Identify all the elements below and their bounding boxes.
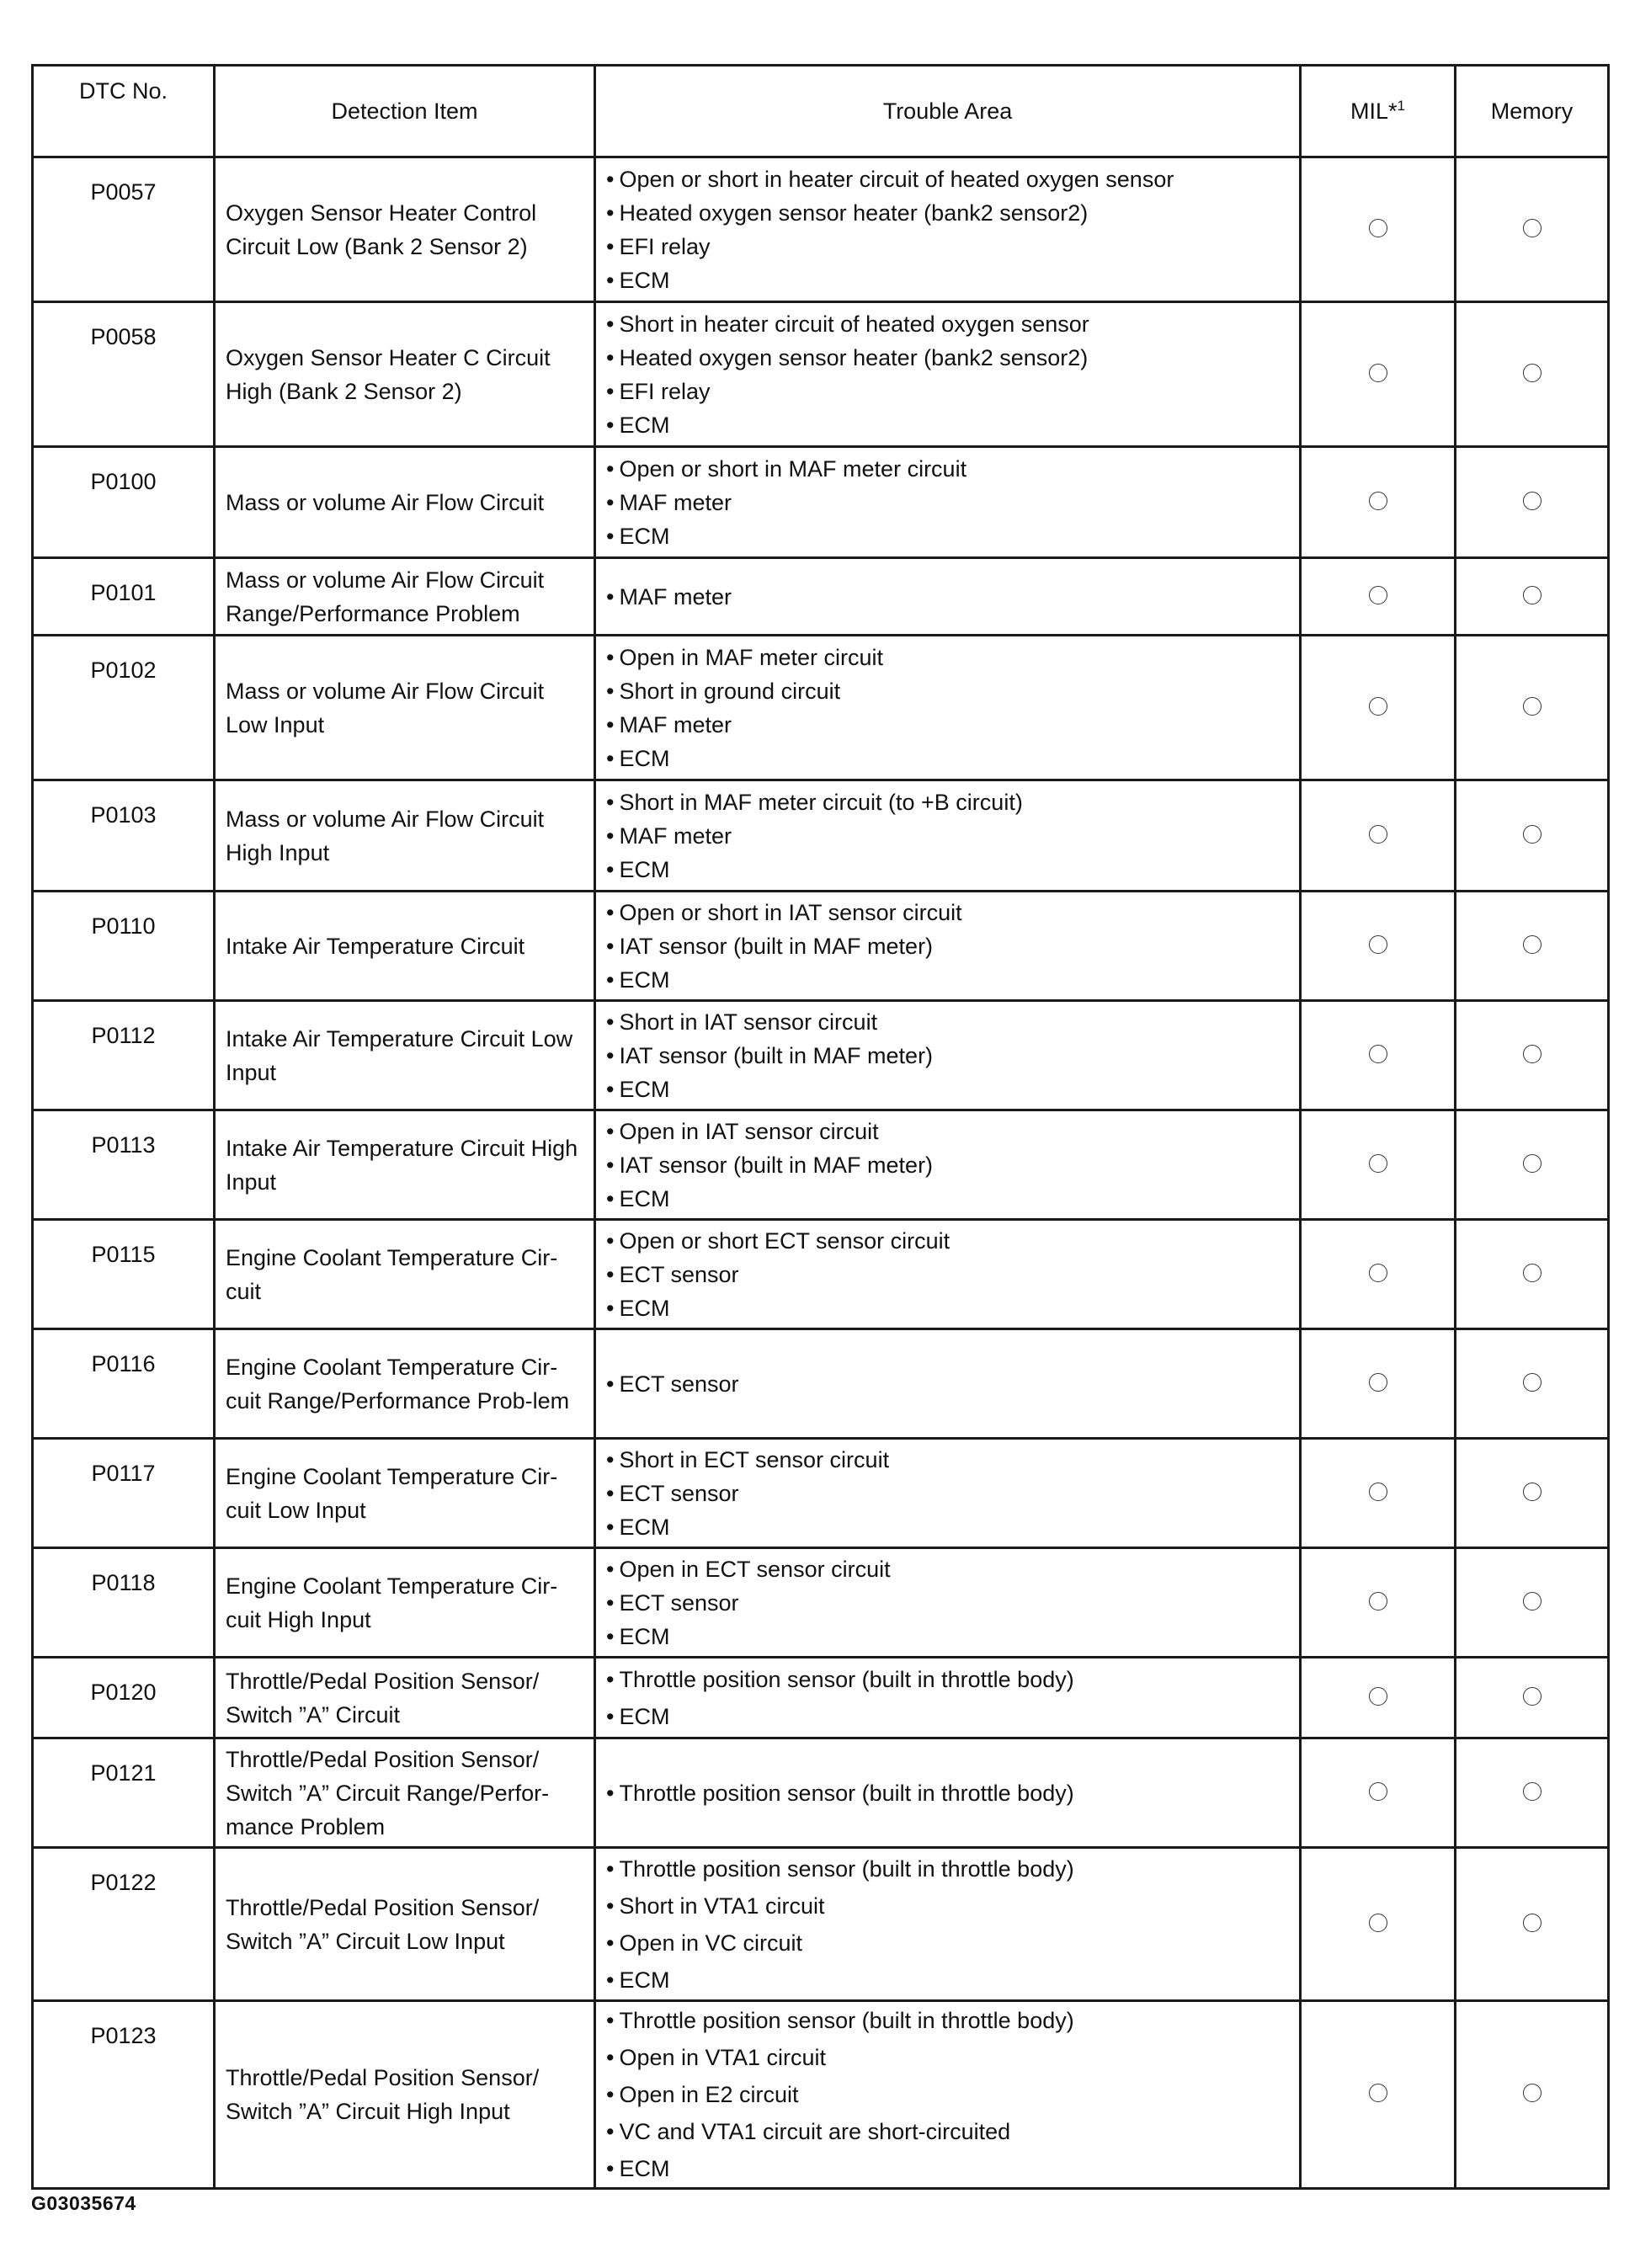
detection-item: Intake Air Temperature Circuit [215, 892, 595, 1001]
trouble-item: • ECM [606, 1182, 1292, 1216]
memory-cell [1456, 1738, 1609, 1848]
trouble-item: • MAF meter [606, 708, 1292, 742]
table-row [33, 302, 1609, 447]
memory-cell [1456, 2001, 1609, 2189]
trouble-area [595, 447, 1301, 558]
trouble-item: • ECT sensor [606, 1477, 1292, 1510]
trouble-item: • ECM [606, 1073, 1292, 1106]
trouble-item: • ECT sensor [606, 1258, 1292, 1291]
dtc-code: P0118 [33, 1548, 215, 1658]
memory-cell [1456, 558, 1609, 636]
memory-circle-icon [1523, 586, 1541, 604]
mil-cell [1301, 2001, 1456, 2189]
trouble-list [606, 307, 1292, 442]
mil-circle-icon [1369, 219, 1387, 237]
table-body [33, 157, 1609, 2189]
header-dtc-no: DTC No. [33, 66, 215, 157]
trouble-area [595, 1439, 1301, 1548]
mil-circle-icon [1369, 1373, 1387, 1392]
memory-cell [1456, 636, 1609, 780]
trouble-item: • Open or short in MAF meter circuit [606, 452, 1292, 486]
trouble-item: • ECM [606, 1291, 1292, 1325]
dtc-code: P0058 [33, 302, 215, 447]
table-row [33, 1658, 1609, 1738]
table-row [33, 1329, 1609, 1439]
memory-cell [1456, 1439, 1609, 1548]
mil-circle-icon [1369, 364, 1387, 382]
trouble-item: • Open or short in heater circuit of heated oxygen sensor [606, 162, 1292, 196]
trouble-area [595, 1110, 1301, 1220]
trouble-area [595, 1548, 1301, 1658]
mil-cell [1301, 1329, 1456, 1439]
detection-item: Intake Air Temperature Circuit Low Input [215, 1001, 595, 1110]
table-row [33, 1738, 1609, 1848]
trouble-area [595, 1329, 1301, 1439]
memory-circle-icon [1523, 697, 1541, 716]
mil-circle-icon [1369, 1045, 1387, 1063]
trouble-item: • EFI relay [606, 375, 1292, 408]
trouble-area [595, 780, 1301, 892]
trouble-item: • Short in MAF meter circuit (to +B circuit) [606, 785, 1292, 819]
trouble-item: • IAT sensor (built in MAF meter) [606, 1039, 1292, 1073]
mil-circle-icon [1369, 492, 1387, 510]
memory-cell [1456, 1548, 1609, 1658]
table-row [33, 780, 1609, 892]
dtc-code: P0123 [33, 2001, 215, 2189]
table-row [33, 157, 1609, 302]
trouble-area [595, 1738, 1301, 1848]
table-row [33, 1439, 1609, 1548]
mil-circle-icon [1369, 1687, 1387, 1706]
mil-circle-icon [1369, 825, 1387, 844]
trouble-item: • Open or short in IAT sensor circuit [606, 896, 1292, 929]
dtc-code: P0057 [33, 157, 215, 302]
trouble-item: • ECM [606, 742, 1292, 775]
trouble-item: • Open in IAT sensor circuit [606, 1115, 1292, 1148]
trouble-area [595, 302, 1301, 447]
trouble-item: • MAF meter [606, 819, 1292, 853]
mil-circle-icon [1369, 1592, 1387, 1610]
dtc-code: P0112 [33, 1001, 215, 1110]
dtc-table [31, 64, 1610, 2190]
detection-item: Throttle/Pedal Position Sensor/ Switch ”A” Circuit High Input [215, 2001, 595, 2189]
mil-cell [1301, 558, 1456, 636]
mil-circle-icon [1369, 697, 1387, 716]
trouble-area [595, 1001, 1301, 1110]
trouble-list [606, 1552, 1292, 1653]
trouble-item: • Throttle position sensor (built in throttle body) [606, 1775, 1292, 1812]
trouble-area [595, 1220, 1301, 1329]
mil-circle-icon [1369, 2084, 1387, 2102]
memory-cell [1456, 302, 1609, 447]
table-row [33, 636, 1609, 780]
detection-item: Mass or volume Air Flow Circuit [215, 447, 595, 558]
trouble-item: • IAT sensor (built in MAF meter) [606, 929, 1292, 963]
detection-item: Engine Coolant Temperature Cir-cuit Range/Performance Prob-lem [215, 1329, 595, 1439]
table-header-row [33, 66, 1609, 157]
figure-code: G03035674 [31, 2192, 136, 2214]
trouble-item: • ECM [606, 1962, 1292, 1999]
mil-cell [1301, 1548, 1456, 1658]
trouble-item: • ECM [606, 963, 1292, 997]
table-row [33, 1001, 1609, 1110]
trouble-item: • Open in MAF meter circuit [606, 641, 1292, 674]
mil-cell [1301, 1110, 1456, 1220]
memory-circle-icon [1523, 1373, 1541, 1392]
trouble-item: • MAF meter [606, 580, 1292, 614]
trouble-item: • Heated oxygen sensor heater (bank2 sensor2) [606, 196, 1292, 230]
detection-item: Throttle/Pedal Position Sensor/ Switch ”A” Circuit Range/Perfor-mance Problem [215, 1738, 595, 1848]
trouble-area [595, 2001, 1301, 2189]
trouble-list [606, 785, 1292, 886]
detection-item: Engine Coolant Temperature Cir-cuit Low Input [215, 1439, 595, 1548]
memory-circle-icon [1523, 1687, 1541, 1706]
mil-cell [1301, 780, 1456, 892]
trouble-item: • ECM [606, 1698, 1292, 1735]
trouble-list [606, 162, 1292, 297]
mil-cell [1301, 1738, 1456, 1848]
trouble-item: • Short in ECT sensor circuit [606, 1443, 1292, 1477]
trouble-item: • Open in VC circuit [606, 1925, 1292, 1962]
trouble-item: • ECM [606, 519, 1292, 553]
trouble-item: • VC and VTA1 circuit are short-circuited [606, 2113, 1292, 2150]
trouble-item: • Short in ground circuit [606, 674, 1292, 708]
detection-item: Oxygen Sensor Heater Control Circuit Low (Bank 2 Sensor 2) [215, 157, 595, 302]
dtc-code: P0102 [33, 636, 215, 780]
trouble-item: • Short in IAT sensor circuit [606, 1005, 1292, 1039]
table-row [33, 558, 1609, 636]
trouble-list [606, 896, 1292, 997]
mil-cell [1301, 1439, 1456, 1548]
detection-item: Throttle/Pedal Position Sensor/ Switch ”A” Circuit Low Input [215, 1848, 595, 2001]
trouble-area [595, 157, 1301, 302]
memory-circle-icon [1523, 935, 1541, 954]
trouble-item: • ECT sensor [606, 1367, 1292, 1401]
trouble-list [606, 1443, 1292, 1544]
table-row [33, 1548, 1609, 1658]
dtc-code: P0115 [33, 1220, 215, 1329]
trouble-list [606, 1005, 1292, 1106]
memory-circle-icon [1523, 1045, 1541, 1063]
trouble-item: • Heated oxygen sensor heater (bank2 sensor2) [606, 341, 1292, 375]
trouble-item: • MAF meter [606, 486, 1292, 519]
detection-item: Mass or volume Air Flow Circuit Range/Performance Problem [215, 558, 595, 636]
trouble-area [595, 892, 1301, 1001]
table-row [33, 892, 1609, 1001]
dtc-code: P0101 [33, 558, 215, 636]
memory-circle-icon [1523, 492, 1541, 510]
memory-cell [1456, 1220, 1609, 1329]
table-row [33, 1848, 1609, 2001]
trouble-item: • ECM [606, 1510, 1292, 1544]
detection-item: Engine Coolant Temperature Cir-cuit [215, 1220, 595, 1329]
mil-cell [1301, 1658, 1456, 1738]
mil-cell [1301, 1848, 1456, 2001]
mil-cell [1301, 302, 1456, 447]
trouble-area [595, 1848, 1301, 2001]
memory-cell [1456, 1110, 1609, 1220]
trouble-list [606, 1224, 1292, 1325]
header-mil-label: MIL* [1350, 98, 1398, 124]
dtc-code: P0103 [33, 780, 215, 892]
detection-item: Mass or volume Air Flow Circuit High Input [215, 780, 595, 892]
trouble-item: • Open in E2 circuit [606, 2076, 1292, 2113]
trouble-list [606, 1850, 1292, 1999]
trouble-item: • Throttle position sensor (built in throttle body) [606, 1661, 1292, 1698]
mil-circle-icon [1369, 1264, 1387, 1282]
memory-circle-icon [1523, 825, 1541, 844]
table-row [33, 447, 1609, 558]
memory-circle-icon [1523, 1154, 1541, 1173]
trouble-area [595, 636, 1301, 780]
memory-circle-icon [1523, 1592, 1541, 1610]
dtc-code: P0120 [33, 1658, 215, 1738]
trouble-item: • Open in VTA1 circuit [606, 2039, 1292, 2076]
mil-circle-icon [1369, 1782, 1387, 1801]
dtc-code: P0100 [33, 447, 215, 558]
dtc-code: P0113 [33, 1110, 215, 1220]
memory-circle-icon [1523, 1782, 1541, 1801]
dtc-code: P0116 [33, 1329, 215, 1439]
trouble-item: • ECM [606, 2150, 1292, 2187]
trouble-item: • Throttle position sensor (built in throttle body) [606, 2002, 1292, 2039]
header-mil [1301, 66, 1456, 157]
header-memory: Memory [1456, 66, 1609, 157]
mil-circle-icon [1369, 1914, 1387, 1932]
mil-circle-icon [1369, 935, 1387, 954]
memory-cell [1456, 1001, 1609, 1110]
trouble-item: • ECM [606, 264, 1292, 297]
trouble-item: • EFI relay [606, 230, 1292, 264]
header-mil-footnote: 1 [1397, 97, 1405, 114]
dtc-code: P0117 [33, 1439, 215, 1548]
dtc-code: P0122 [33, 1848, 215, 2001]
table-row [33, 1220, 1609, 1329]
memory-circle-icon [1523, 219, 1541, 237]
mil-circle-icon [1369, 1154, 1387, 1173]
trouble-list [606, 2002, 1292, 2187]
mil-cell [1301, 1001, 1456, 1110]
trouble-area [595, 1658, 1301, 1738]
trouble-area [595, 558, 1301, 636]
memory-cell [1456, 892, 1609, 1001]
detection-item: Mass or volume Air Flow Circuit Low Input [215, 636, 595, 780]
mil-circle-icon [1369, 1483, 1387, 1501]
memory-cell [1456, 447, 1609, 558]
trouble-item: • IAT sensor (built in MAF meter) [606, 1148, 1292, 1182]
memory-circle-icon [1523, 2084, 1541, 2102]
memory-circle-icon [1523, 1264, 1541, 1282]
trouble-list [606, 580, 1292, 614]
trouble-item: • Open or short ECT sensor circuit [606, 1224, 1292, 1258]
detection-item: Intake Air Temperature Circuit High Input [215, 1110, 595, 1220]
memory-cell [1456, 1658, 1609, 1738]
trouble-list [606, 641, 1292, 775]
header-trouble-area: Trouble Area [595, 66, 1301, 157]
memory-circle-icon [1523, 1914, 1541, 1932]
mil-circle-icon [1369, 586, 1387, 604]
table-row [33, 1110, 1609, 1220]
detection-item: Engine Coolant Temperature Cir-cuit High Input [215, 1548, 595, 1658]
trouble-list [606, 1661, 1292, 1735]
trouble-item: • ECT sensor [606, 1586, 1292, 1620]
memory-circle-icon [1523, 1483, 1541, 1501]
trouble-item: • ECM [606, 1620, 1292, 1653]
trouble-item: • ECM [606, 408, 1292, 442]
memory-cell [1456, 1329, 1609, 1439]
detection-item: Throttle/Pedal Position Sensor/ Switch ”A” Circuit [215, 1658, 595, 1738]
dtc-code: P0110 [33, 892, 215, 1001]
trouble-item: • Open in ECT sensor circuit [606, 1552, 1292, 1586]
trouble-item: • ECM [606, 853, 1292, 886]
trouble-item: • Short in heater circuit of heated oxygen sensor [606, 307, 1292, 341]
mil-cell [1301, 447, 1456, 558]
trouble-list [606, 452, 1292, 553]
memory-cell [1456, 1848, 1609, 2001]
trouble-item: • Throttle position sensor (built in throttle body) [606, 1850, 1292, 1887]
trouble-list [606, 1775, 1292, 1812]
header-detection-item: Detection Item [215, 66, 595, 157]
table-row [33, 2001, 1609, 2189]
memory-cell [1456, 780, 1609, 892]
trouble-list [606, 1115, 1292, 1216]
memory-cell [1456, 157, 1609, 302]
mil-cell [1301, 157, 1456, 302]
trouble-list [606, 1367, 1292, 1401]
mil-cell [1301, 892, 1456, 1001]
trouble-item: • Short in VTA1 circuit [606, 1887, 1292, 1925]
mil-cell [1301, 1220, 1456, 1329]
memory-circle-icon [1523, 364, 1541, 382]
dtc-code: P0121 [33, 1738, 215, 1848]
detection-item: Oxygen Sensor Heater C Circuit High (Bank 2 Sensor 2) [215, 302, 595, 447]
mil-cell [1301, 636, 1456, 780]
